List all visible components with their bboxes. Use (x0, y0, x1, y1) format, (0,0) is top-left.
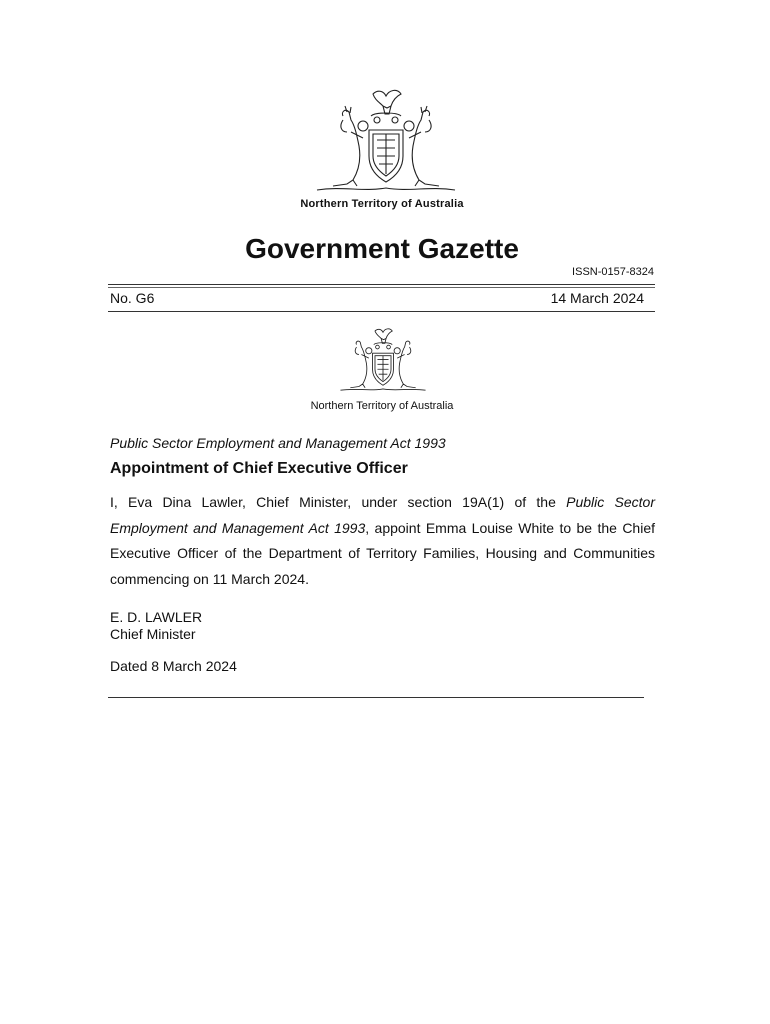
crest-caption: Northern Territory of Australia (300, 198, 464, 210)
end-rule (108, 697, 644, 698)
notice-body-text: , appoint Emma Louise White to be the Chief Executive Officer of the Department of Territory Families, Housing and Communities commencing on 11 March 2024. (110, 519, 656, 587)
issue-number: No. G6 (110, 290, 155, 306)
coat-of-arms-icon (338, 326, 428, 394)
issue-rule (108, 311, 655, 312)
coat-of-arms-icon (313, 86, 459, 196)
act-heading: Public Sector Employment and Management Act 1993 (110, 435, 446, 451)
signatory-title: Chief Minister (110, 626, 196, 642)
header-rule-thin (108, 287, 655, 288)
notice-title: Appointment of Chief Executive Officer (110, 460, 408, 477)
issue-date: 14 March 2024 (550, 290, 644, 306)
notice-body-text: I, Eva Dina Lawler, Chief Minister, under section 19A(1) of the (110, 494, 567, 510)
header-rule (108, 284, 655, 285)
signatory-name: E. D. LAWLER (110, 609, 203, 625)
gazette-title: Government Gazette (245, 233, 519, 264)
notice-body (110, 490, 655, 592)
dated-line: Dated 8 March 2024 (110, 658, 237, 674)
crest-caption: Northern Territory of Australia (310, 400, 454, 412)
issn-number: ISSN-0157-8324 (572, 266, 654, 278)
notice-body-act: Public Sector Employment and Management Act 1993 (110, 494, 655, 536)
